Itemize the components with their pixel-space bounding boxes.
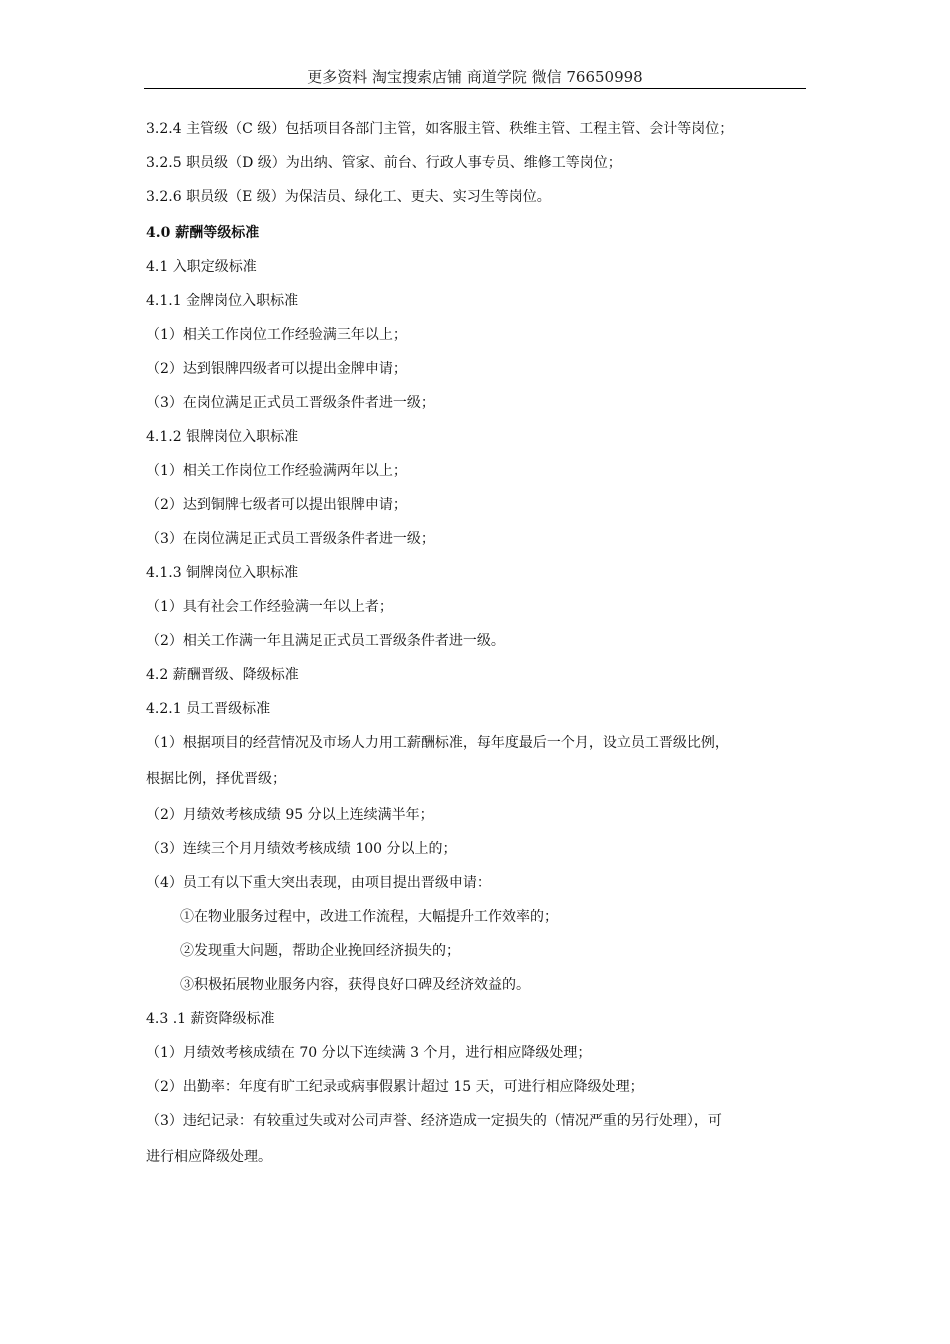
subsection-heading: 4.1.1 金牌岗位入职标准	[146, 293, 299, 309]
subsection-heading: 4.2.1 员工晋级标准	[146, 701, 271, 717]
header-divider	[144, 88, 806, 89]
list-item: （1）月绩效考核成绩在 70 分以下连续满 3 个月，进行相应降级处理；	[146, 1045, 592, 1061]
list-item: （2）月绩效考核成绩 95 分以上连续满半年；	[146, 807, 434, 823]
list-item: （2）达到铜牌七级者可以提出银牌申请；	[146, 497, 407, 513]
subsection-heading: 4.1.3 铜牌岗位入职标准	[146, 565, 299, 581]
list-item-continuation: 根据比例，择优晋级；	[146, 771, 286, 787]
list-item: （1）具有社会工作经验满一年以上者；	[146, 599, 393, 615]
list-item: （2）达到银牌四级者可以提出金牌申请；	[146, 361, 407, 377]
list-item-continuation: 进行相应降级处理。	[146, 1149, 272, 1165]
sub-list-item: ②发现重大问题，帮助企业挽回经济损失的；	[180, 943, 460, 959]
list-item: （3）连续三个月月绩效考核成绩 100 分以上的；	[146, 841, 457, 857]
subsection-heading: 4.3 .1 薪资降级标准	[146, 1011, 275, 1027]
list-item: （3）在岗位满足正式员工晋级条件者进一级；	[146, 395, 435, 411]
list-item: （4）员工有以下重大突出表现，由项目提出晋级申请：	[146, 875, 491, 891]
list-item: （2）出勤率：年度有旷工纪录或病事假累计超过 15 天，可进行相应降级处理；	[146, 1079, 644, 1095]
sub-list-item: ③积极拓展物业服务内容，获得良好口碑及经济效益的。	[180, 977, 530, 993]
list-item: （1）根据项目的经营情况及市场人力用工薪酬标准，每年度最后一个月，设立员工晋级比例，	[146, 735, 729, 751]
list-item: （1）相关工作岗位工作经验满两年以上；	[146, 463, 407, 479]
text-line: 3.2.6 职员级（E 级）为保洁员、绿化工、更夫、实习生等岗位。	[146, 189, 551, 205]
subsection-heading: 4.1.2 银牌岗位入职标准	[146, 429, 299, 445]
subsection-heading: 4.2 薪酬晋级、降级标准	[146, 667, 299, 683]
list-item: （2）相关工作满一年且满足正式员工晋级条件者进一级。	[146, 633, 505, 649]
text-line: 3.2.5 职员级（D 级）为出纳、管家、前台、行政人事专员、维修工等岗位；	[146, 155, 622, 171]
sub-list-item: ①在物业服务过程中，改进工作流程，大幅提升工作效率的；	[180, 909, 558, 925]
page-header: 更多资料 淘宝搜索店铺 商道学院 微信 76650998	[307, 68, 643, 86]
subsection-heading: 4.1 入职定级标准	[146, 259, 257, 275]
text-line: 3.2.4 主管级（C 级）包括项目各部门主管，如客服主管、秩维主管、工程主管、会计等岗位；	[146, 121, 734, 137]
list-item: （1）相关工作岗位工作经验满三年以上；	[146, 327, 407, 343]
list-item: （3）在岗位满足正式员工晋级条件者进一级；	[146, 531, 435, 547]
list-item: （3）违纪记录：有较重过失或对公司声誉、经济造成一定损失的（情况严重的另行处理），可	[146, 1113, 722, 1129]
section-heading: 4.0 薪酬等级标准	[146, 225, 260, 241]
